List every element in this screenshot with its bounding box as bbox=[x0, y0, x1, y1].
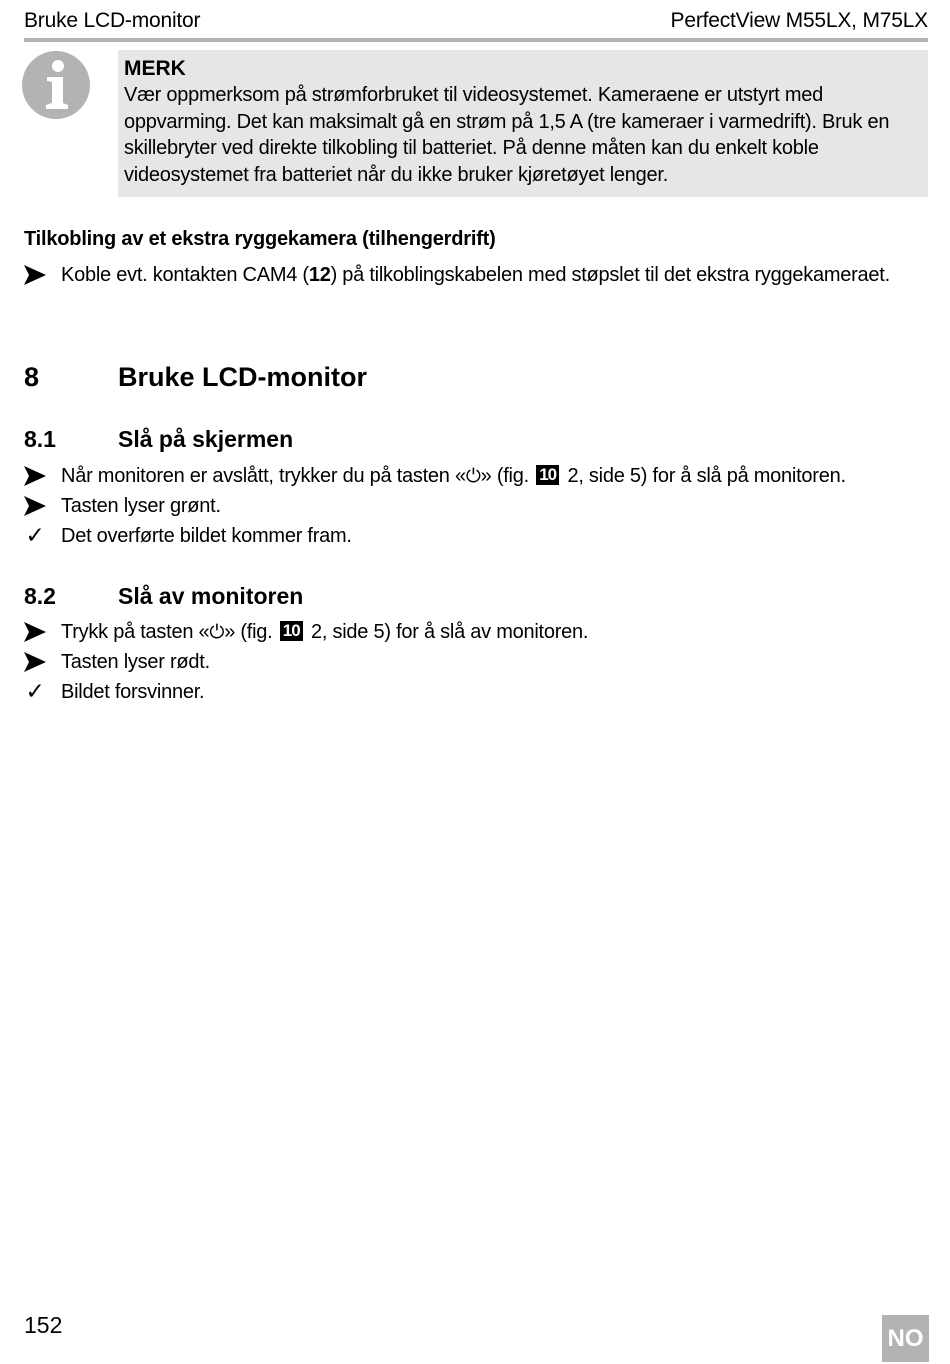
section-heading-8-1 bbox=[24, 424, 293, 454]
language-badge: NO bbox=[882, 1315, 929, 1362]
section-number: 8.1 bbox=[24, 426, 56, 452]
arrow-bullet-icon bbox=[22, 493, 48, 519]
page-header bbox=[24, 8, 928, 38]
section-title: Slå på skjermen bbox=[118, 426, 294, 452]
note-box bbox=[118, 50, 928, 197]
step-text: Tasten lyser grønt. bbox=[61, 495, 221, 517]
info-icon bbox=[22, 51, 90, 119]
chapter-heading bbox=[24, 360, 367, 394]
result-text: Bildet forsvinner. bbox=[61, 681, 205, 703]
step-text-middle: » (fig. bbox=[224, 621, 278, 643]
arrow-bullet-icon bbox=[22, 649, 48, 675]
arrow-bullet-icon bbox=[22, 463, 48, 489]
header-section-title: Bruke LCD-monitor bbox=[24, 9, 201, 32]
step-text-start: Når monitoren er avslått, trykker du på tasten « bbox=[61, 465, 466, 487]
step-text-start: Koble evt. kontakten CAM4 ( bbox=[61, 264, 309, 286]
section-8-1-steps bbox=[0, 463, 903, 553]
check-icon: ✓ bbox=[25, 679, 45, 705]
section-heading-8-2 bbox=[24, 581, 303, 611]
section-number: 8.2 bbox=[24, 583, 56, 609]
step-text: Tasten lyser rødt. bbox=[61, 651, 210, 673]
result-text: Det overførte bildet kommer fram. bbox=[61, 525, 352, 547]
section-title: Slå av monitoren bbox=[118, 583, 304, 609]
power-icon: ⏻ bbox=[209, 621, 225, 643]
step-text-end: ) på tilkoblingskabelen med støpslet til det ekstra ryggekameraet. bbox=[330, 264, 890, 286]
extra-camera-heading: Tilkobling av et ekstra ryggekamera (tilhengerdrift) bbox=[24, 228, 496, 250]
figure-number-badge: 10 bbox=[536, 465, 559, 485]
figure-number-badge: 10 bbox=[280, 621, 303, 641]
power-icon: ⏻ bbox=[465, 465, 481, 487]
step-text-end: 2, side 5) for å slå av monitoren. bbox=[305, 621, 589, 643]
list-item bbox=[0, 649, 903, 676]
note-title: MERK bbox=[124, 57, 186, 80]
list-item bbox=[0, 493, 903, 520]
list-item bbox=[0, 619, 903, 646]
list-item bbox=[0, 679, 903, 706]
extra-camera-steps bbox=[0, 262, 903, 292]
step-text-end: 2, side 5) for å slå på monitoren. bbox=[562, 465, 846, 487]
chapter-title: Bruke LCD-monitor bbox=[118, 362, 367, 392]
section-8-2-steps bbox=[0, 619, 903, 709]
list-item bbox=[0, 523, 903, 550]
page-number: 152 bbox=[24, 1312, 63, 1338]
header-rule bbox=[24, 38, 928, 42]
arrow-bullet-icon bbox=[22, 619, 48, 645]
list-item bbox=[0, 262, 903, 289]
connector-number: 12 bbox=[308, 264, 331, 286]
step-text-middle: » (fig. bbox=[480, 465, 535, 487]
list-item bbox=[0, 463, 903, 490]
header-product-name: PerfectView M55LX, M75LX bbox=[670, 9, 928, 32]
arrow-bullet-icon bbox=[22, 262, 48, 288]
chapter-number: 8 bbox=[24, 362, 40, 392]
note-block bbox=[0, 50, 950, 200]
check-icon: ✓ bbox=[25, 523, 45, 549]
step-text-start: Trykk på tasten « bbox=[61, 621, 210, 643]
note-text: Vær oppmerksom på strømforbruket til videosystemet. Kameraene er utstyrt med oppvarming. Det kan maksimalt gå en strøm på 1,5 A (tre kameraer i varmedrift). Bruk en skillebryter ved direkte tilkobling til batteriet. På denne måten kan du enkelt koble videosystemet fra batteriet når du ikke bruker kjøretøyet lenger. bbox=[124, 84, 890, 186]
